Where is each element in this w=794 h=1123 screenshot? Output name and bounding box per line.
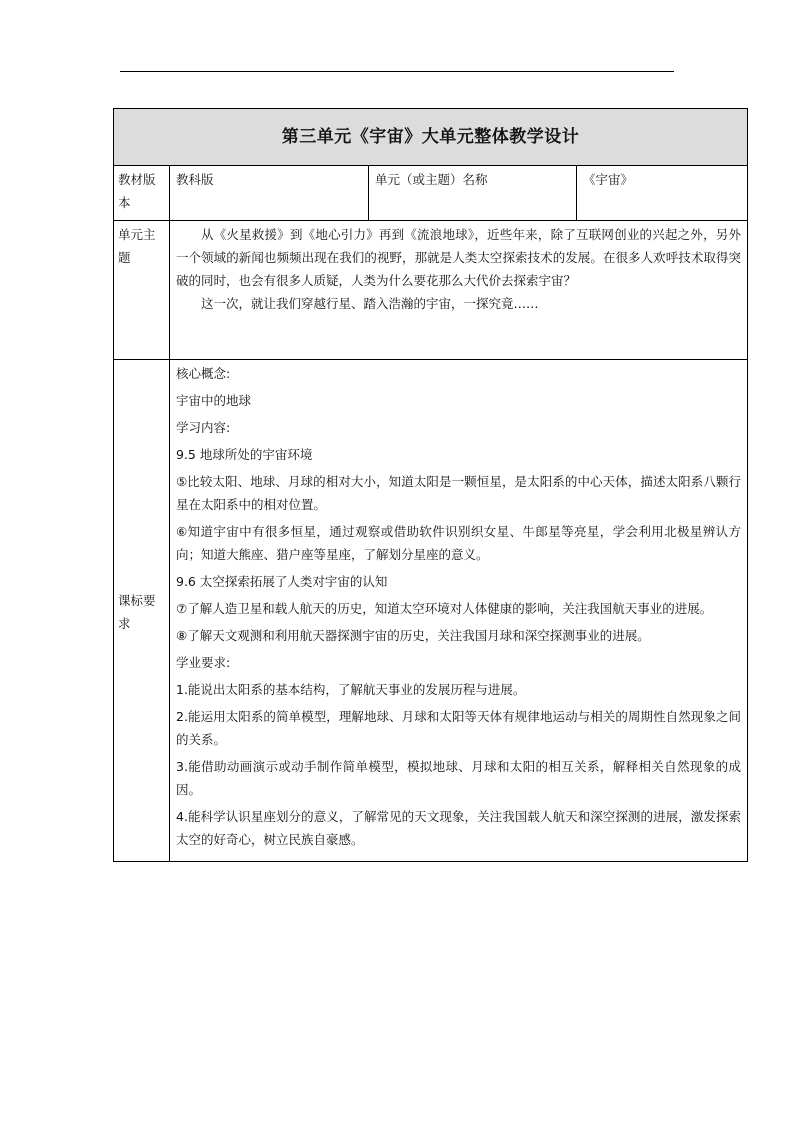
standard-item: ⑥知道宇宙中有很多恒星，通过观察或借助软件识别织女星、牛郎星等亮星，学会利用北极星辨认方向；知道大熊座、猎户座等星座，了解划分星座的意义。 <box>176 524 741 562</box>
table-title: 第三单元《宇宙》大单元整体教学设计 <box>114 109 748 166</box>
standards-label: 课标要求 <box>114 360 170 862</box>
section-heading: 9.6 太空探索拓展了人类对宇宙的认知 <box>176 574 388 589</box>
lesson-design-table <box>113 108 748 862</box>
theme-paragraph: 这一次，就让我们穿越行星、踏入浩瀚的宇宙，一探究竟…… <box>201 296 539 311</box>
standards-content <box>170 360 748 862</box>
standard-item: ⑦了解人造卫星和载人航天的历史，知道太空环境对人体健康的影响，关注我国航天事业的进展。 <box>176 601 713 616</box>
core-concept-text: 宇宙中的地球 <box>176 393 252 408</box>
academic-requirements-heading: 学业要求: <box>176 655 231 670</box>
section-heading: 9.5 地球所处的宇宙环境 <box>176 447 313 462</box>
standard-item: ⑤比较太阳、地球、月球的相对大小，知道太阳是一颗恒星，是太阳系的中心天体，描述太阳系八颗行星在太阳系中的相对位置。 <box>176 474 741 512</box>
requirement-item: 4.能科学认识星座划分的意义，了解常见的天文现象，关注我国载人航天和深空探测的进展，激发探索太空的好奇心，树立民族自豪感。 <box>176 809 741 847</box>
standard-item: ⑧了解天文观测和利用航天器探测宇宙的历史，关注我国月球和深空探测事业的进展。 <box>176 628 650 643</box>
table-row <box>114 166 748 221</box>
edition-value: 教科版 <box>170 166 369 221</box>
requirement-item: 3.能借助动画演示或动手制作简单模型，模拟地球、月球和太阳的相互关系，解释相关自然现象的成因。 <box>176 759 741 797</box>
table-row <box>114 221 748 360</box>
theme-label: 单元主题 <box>114 221 170 360</box>
requirement-item: 2.能运用太阳系的简单模型，理解地球、月球和太阳等天体有规律地运动与相关的周期性自然现象之间的关系。 <box>176 709 741 747</box>
core-concept-heading: 核心概念: <box>176 366 231 381</box>
header-rule <box>120 71 674 72</box>
edition-label: 教材版本 <box>114 166 170 221</box>
theme-paragraph: 从《火星救援》到《地心引力》再到《流浪地球》，近些年来，除了互联网创业的兴起之外，另外一个领域的新闻也频频出现在我们的视野，那就是人类太空探索技术的发展。在很多人欢呼技术取得突破的同时，也会有很多人质疑，人类为什么要花那么大代价去探索宇宙？ <box>176 227 741 288</box>
requirement-item: 1.能说出太阳系的基本结构，了解航天事业的发展历程与进展。 <box>176 682 526 697</box>
table-row <box>114 360 748 862</box>
unit-name-label: 单元（或主题）名称 <box>369 166 577 221</box>
theme-content <box>170 221 748 360</box>
learning-content-heading: 学习内容: <box>176 420 231 435</box>
unit-name-value: 《宇宙》 <box>577 166 748 221</box>
